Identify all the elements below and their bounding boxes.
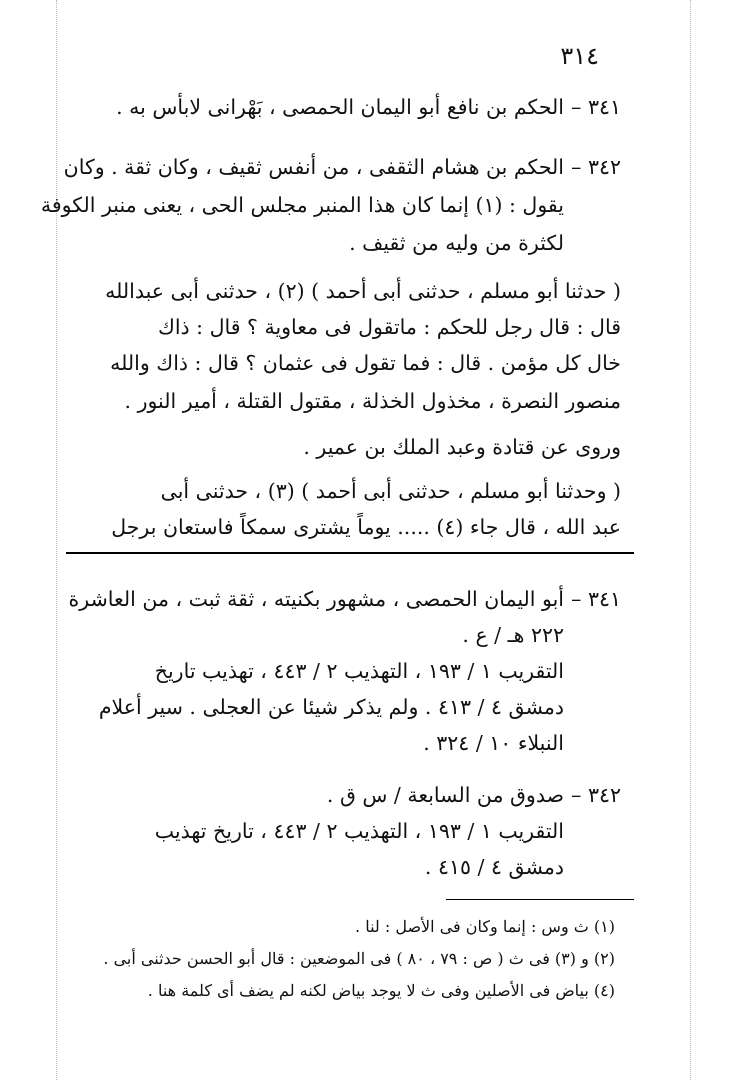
note-341-number: ٣٤١ – [571, 587, 621, 611]
entry-342-line-1: الحكم بن هشام الثقفى ، من أنفس ثقيف ، وكان ثقة . وكان [63, 155, 564, 179]
note-341-line-1: أبو اليمان الحمصى ، مشهور بكنيته ، ثقة ثبت ، من العاشرة [68, 587, 564, 611]
note-341-line-2: ٢٢٢ هـ / ع . [462, 623, 564, 647]
footnote-3: (٤) بياض فى الأصلين وفى ث لا يوجد بياض لكنه لم يضف أى كلمة هنا . [147, 981, 615, 1000]
footnote-1: (١) ث وس : إنما وكان فى الأصل : لنا . [355, 917, 615, 936]
note-342-line-1: صدوق من السابعة / س ق . [326, 783, 564, 807]
paragraph-1-line-3: خال كل مؤمن . قال : فما تقول فى عثمان ؟ قال : ذاك والله [110, 351, 621, 375]
note-342-line-2: التقريب ١ / ١٩٣ ، التهذيب ٢ / ٤٤٣ ، تاريخ تهذيب [154, 819, 564, 843]
entry-342-number: ٣٤٢ – [571, 155, 621, 179]
paragraph-3-line-1: ( وحدثنا أبو مسلم ، حدثنى أبى أحمد ) (٣) ، حدثنى أبى [160, 479, 621, 503]
entry-341-text: الحكم بن نافع أبو اليمان الحمصى ، بَهْرانى لابأس به . [116, 95, 564, 119]
margin-dots-right [690, 0, 691, 1080]
paragraph-3-line-2: عبد الله ، قال جاء (٤) ..... يوماً يشترى سمكاً فاستعان برجل [111, 515, 621, 539]
paragraph-1-line-2: قال : قال رجل للحكم : ماتقول فى معاوية ؟ قال : ذاك [157, 315, 621, 339]
entry-341-number: ٣٤١ – [571, 95, 621, 119]
note-341-line-4: دمشق ٤ / ٤١٣ . ولم يذكر شيئا عن العجلى . سير أعلام [98, 695, 564, 719]
page-number: ٣١٤ [560, 42, 599, 70]
section-divider [66, 552, 634, 554]
paragraph-1-line-1: ( حدثنا أبو مسلم ، حدثنى أبى أحمد ) (٢) ، حدثنى أبى عبدالله [105, 279, 621, 303]
note-341-line-3: التقريب ١ / ١٩٣ ، التهذيب ٢ / ٤٤٣ ، تهذيب تاريخ [154, 659, 564, 683]
margin-dots-left [56, 0, 57, 1080]
entry-342-line-3: لكثرة من وليه من ثقيف . [349, 231, 564, 255]
paragraph-2-line-1: وروى عن قتادة وعبد الملك بن عمير . [303, 435, 621, 459]
note-341-line-5: النبلاء ١٠ / ٣٢٤ . [423, 731, 564, 755]
paragraph-1-line-4: منصور النصرة ، مخذول الخذلة ، مقتول القتلة ، أمير النور . [124, 389, 621, 413]
note-342-line-3: دمشق ٤ / ٤١٥ . [424, 855, 564, 879]
note-342-number: ٣٤٢ – [571, 783, 621, 807]
entry-342-line-2: يقول : (١) إنما كان هذا المنبر مجلس الحى ، يعنى منبر الكوفة [40, 193, 564, 217]
footnote-divider [446, 899, 634, 900]
footnote-2: (٢) و (٣) فى ث ( ص : ٧٩ ، ٨٠ ) فى الموضعين : قال أبو الحسن حدثنى أبى . [103, 949, 615, 968]
